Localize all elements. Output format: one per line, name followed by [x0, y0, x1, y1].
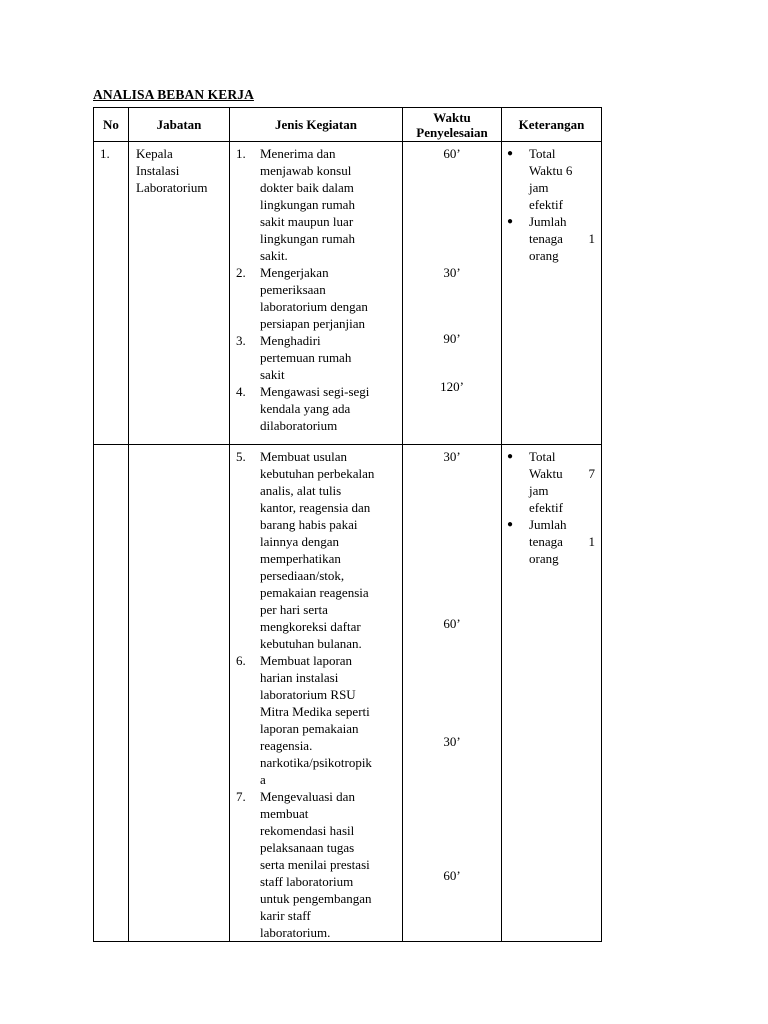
activity-line: analis, alat tulis: [260, 483, 342, 498]
note-line: orang: [529, 551, 559, 566]
activity-number: 1.: [236, 146, 246, 161]
activity-line: kantor, reagensia dan: [260, 500, 371, 515]
bullet-icon: ●: [507, 519, 514, 530]
duration: 120’: [440, 379, 464, 394]
activity-item: [236, 145, 398, 264]
activity-line: laboratorium dengan: [260, 299, 368, 314]
note-text: [529, 448, 597, 516]
activity-number: 4.: [236, 384, 246, 399]
note-line: tenaga: [529, 534, 563, 549]
cell-no: [94, 445, 129, 942]
activity-number: 5.: [236, 449, 246, 464]
activity-line: untuk pengembangan: [260, 891, 372, 906]
activity-line: sakit maupun luar: [260, 214, 354, 229]
activity-line: menjawab konsul: [260, 163, 352, 178]
jabatan-line: Instalasi: [136, 163, 180, 178]
activity-line: Membuat usulan: [260, 449, 348, 464]
activity-line: memperhatikan: [260, 551, 341, 566]
activity-line: Mengevaluasi dan: [260, 789, 355, 804]
cell-jabatan: [129, 445, 230, 942]
cell-jenis-kegiatan: [230, 142, 403, 445]
note-count: 1: [588, 231, 595, 246]
header-jabatan: Jabatan: [129, 108, 230, 142]
activity-list: [236, 448, 398, 941]
note-line: efektif: [529, 197, 563, 212]
note-line: orang: [529, 248, 559, 263]
duration: 60’: [443, 146, 461, 161]
activity-line: pemeriksaan: [260, 282, 326, 297]
note-item: [507, 516, 597, 567]
note-text: [529, 213, 597, 264]
bullet-icon: ●: [507, 216, 514, 227]
cell-keterangan: [502, 445, 602, 942]
activity-line: Mitra Medika seperti: [260, 704, 370, 719]
note-line: Total: [529, 146, 556, 161]
header-jenis-kegiatan: Jenis Kegiatan: [230, 108, 403, 142]
duration: 60’: [443, 616, 461, 631]
activity-line: reagensia.: [260, 738, 313, 753]
header-no: No: [94, 108, 129, 142]
activity-line: rekomendasi hasil: [260, 823, 355, 838]
activity-line: Membuat laporan: [260, 653, 353, 668]
activity-line: Menghadiri: [260, 333, 321, 348]
note-line: Jumlah: [529, 214, 567, 229]
activity-number: 7.: [236, 789, 246, 804]
activity-item: [236, 448, 398, 652]
duration: 30’: [443, 449, 461, 464]
cell-waktu: [403, 445, 502, 942]
note-item: [507, 213, 597, 264]
activity-line: pemakaian reagensia: [260, 585, 369, 600]
activity-line: kebutuhan perbekalan: [260, 466, 375, 481]
cell-jenis-kegiatan: [230, 445, 403, 942]
note-line: jam: [529, 180, 549, 195]
activity-line: narkotika/psikotropik: [260, 755, 372, 770]
header-waktu-line2: Penyelesaian: [416, 124, 488, 140]
activity-line: pertemuan rumah: [260, 350, 352, 365]
activity-line: lingkungan rumah: [260, 197, 355, 212]
activity-line: dilaboratorium: [260, 418, 338, 433]
activity-line: persiapan perjanjian: [260, 316, 366, 331]
header-waktu-line1: Waktu: [433, 109, 471, 125]
jabatan-line: Laboratorium: [136, 180, 208, 195]
activity-text: [260, 383, 398, 434]
note-text: [529, 145, 597, 213]
note-count: 7: [588, 466, 595, 481]
activity-line: serta menilai prestasi: [260, 857, 370, 872]
activity-line: sakit: [260, 367, 285, 382]
activity-text: [260, 332, 398, 383]
cell-waktu: [403, 142, 502, 445]
activity-line: lingkungan rumah: [260, 231, 355, 246]
activity-line: Mengawasi segi-segi: [260, 384, 370, 399]
activity-number: 3.: [236, 333, 246, 348]
cell-jabatan: [129, 142, 230, 445]
notes-list: [507, 448, 597, 567]
note-line-with-count: [529, 230, 597, 247]
activity-item: [236, 383, 398, 434]
note-item: [507, 145, 597, 213]
note-line: Total: [529, 449, 556, 464]
activity-text: [260, 145, 398, 264]
activity-item: [236, 652, 398, 788]
activity-line: karir staff: [260, 908, 311, 923]
activity-line: Menerima dan: [260, 146, 336, 161]
duration: 60’: [443, 868, 461, 883]
activity-line: a: [260, 772, 266, 787]
activity-list: [236, 145, 398, 434]
header-waktu-penyelesaian: [403, 108, 502, 142]
activity-text: [260, 448, 398, 652]
activity-line: Mengerjakan: [260, 265, 329, 280]
activity-text: [260, 264, 398, 332]
note-line: jam: [529, 483, 549, 498]
activity-line: laboratorium.: [260, 925, 331, 940]
activity-line: persediaan/stok,: [260, 568, 345, 583]
activity-number: 2.: [236, 265, 246, 280]
activity-number: 6.: [236, 653, 246, 668]
header-keterangan: Keterangan: [502, 108, 602, 142]
activity-item: [236, 332, 398, 383]
activity-text: [260, 652, 398, 788]
cell-keterangan: [502, 142, 602, 445]
activity-line: laboratorium RSU: [260, 687, 356, 702]
note-line: Waktu 6: [529, 163, 573, 178]
note-line: Jumlah: [529, 517, 567, 532]
note-line: Waktu: [529, 466, 563, 481]
note-line: tenaga: [529, 231, 563, 246]
activity-line: pelaksanaan tugas: [260, 840, 355, 855]
activity-line: mengkoreksi daftar: [260, 619, 361, 634]
activity-line: barang habis pakai: [260, 517, 358, 532]
jabatan-line: Kepala: [136, 146, 173, 161]
activity-line: sakit.: [260, 248, 288, 263]
table-row: [94, 142, 602, 445]
activity-line: staff laboratorium: [260, 874, 354, 889]
table-header-row: [94, 108, 602, 142]
note-text: [529, 516, 597, 567]
workload-table: [93, 107, 602, 942]
activity-item: [236, 788, 398, 941]
activity-line: membuat: [260, 806, 309, 821]
note-line-with-count: [529, 465, 597, 482]
activity-text: [260, 788, 398, 941]
activity-line: harian instalasi: [260, 670, 339, 685]
notes-list: [507, 145, 597, 264]
note-line-with-count: [529, 533, 597, 550]
activity-line: dokter baik dalam: [260, 180, 354, 195]
activity-line: kebutuhan bulanan.: [260, 636, 362, 651]
duration: 30’: [443, 265, 461, 280]
table-row: [94, 445, 602, 942]
document-title: ANALISA BEBAN KERJA: [93, 87, 254, 102]
duration: 90’: [443, 331, 461, 346]
duration: 30’: [443, 734, 461, 749]
cell-no: 1.: [94, 142, 129, 445]
activity-line: kendala yang ada: [260, 401, 351, 416]
bullet-icon: ●: [507, 148, 514, 159]
activity-item: [236, 264, 398, 332]
activity-line: per hari serta: [260, 602, 328, 617]
note-count: 1: [588, 534, 595, 549]
note-item: [507, 448, 597, 516]
activity-line: laporan pemakaian: [260, 721, 359, 736]
note-line: efektif: [529, 500, 563, 515]
activity-line: lainnya dengan: [260, 534, 340, 549]
bullet-icon: ●: [507, 451, 514, 462]
